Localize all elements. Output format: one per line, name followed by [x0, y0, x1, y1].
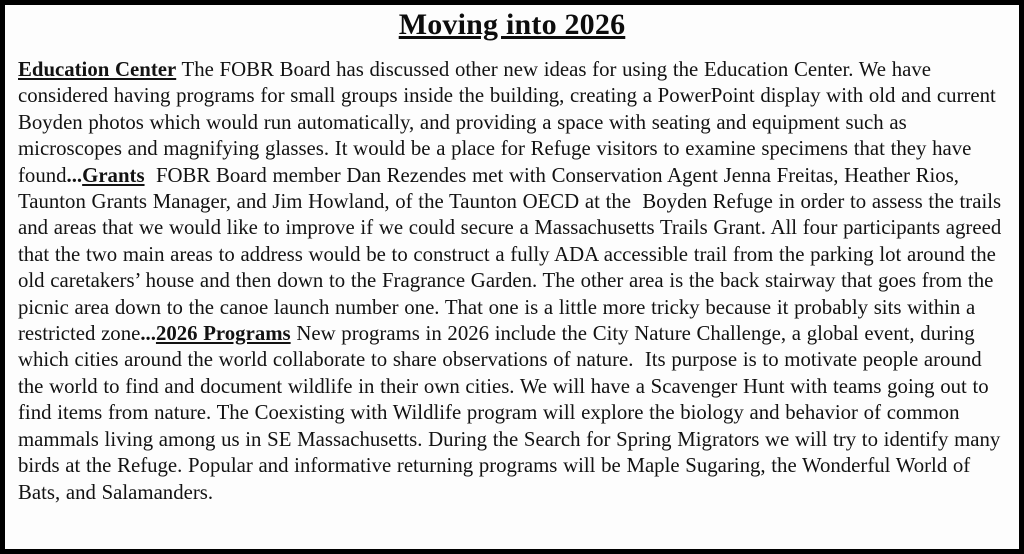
text-run-bold: ... [140, 322, 156, 346]
text-run-normal: New programs in 2026 include the City Nature Challenge, a global event, during which cities around the world collaborate to share observations of nature. Its purpose is to motivate people around the world to find and document wildlife in their own cities. We will have a Scavenger Hunt with teams going out to find items from nature. The Coexisting with Wildlife program will explore the biology and behavior of common mammals living among us in SE Massachusetts. During the Search for Spring Migrators we will try to identify many birds at the Refuge. Popular and informative returning programs will be Maple Sugaring, the Wonderful World of Bats, and Salamanders. [18, 322, 1006, 504]
article-paragraph [18, 57, 1006, 506]
text-run-bold-underline: Education Center [18, 58, 177, 81]
page-title: Moving into 2026 [398, 8, 626, 41]
text-run-normal: FOBR Board member Dan Rezendes met with Conservation Agent Jenna Freitas, Heather Rios, Taunton Grants Manager, and Jim Howland, of the Taunton OECD at the Boyden Refuge in order to assess the trails and areas that we would like to improve if we could secure a Massachusetts Trails Grant. All four participants agreed that the two main areas to address would be to construct a fully ADA accessible trail from the parking lot around the old caretakers’ house and then down to the Fragrance Garden. The other area is the back stairway that goes from the picnic area down to the canoe launch number one. That one is a little more tricky because it probably sits within a restricted zone [18, 163, 1007, 346]
text-run-bold-underline: 2026 Programs [155, 322, 291, 346]
text-run-bold-underline: Grants [82, 163, 145, 187]
text-run-normal: The FOBR Board has discussed other new ideas for using the Education Center. We have considered having programs for small groups inside the building, creating a PowerPoint display with old and current Boyden photos which would run automatically, and providing a space with seating and equipment such as microscopes and magnifying glasses. It would be a place for Refuge visitors to examine specimens that they have found [18, 58, 1002, 187]
text-run-bold: ... [66, 163, 83, 187]
